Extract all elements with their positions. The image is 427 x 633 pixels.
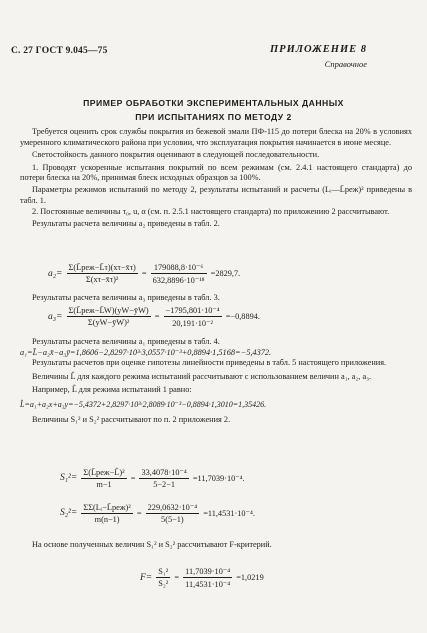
eq-a3-denominator: Σ(yW−ȳW)²	[87, 318, 130, 327]
eq-a2-result: =2829,7.	[210, 269, 241, 278]
eq-s2-value-num: 229,0632·10⁻⁴	[147, 503, 198, 512]
eq-s2-result: =11,4531·10⁻⁴.	[203, 509, 255, 518]
eq-a3-value-num: −1795,801·10⁻⁴	[165, 306, 220, 315]
eq-a3-value-den: 20,191·10⁻²	[172, 319, 213, 328]
paragraph-3: 1. Проводят ускоренные испытания покрытий по всем режимам (см. 2.4.1 настоящего стандарта) до потери блеска на 20%, принимая блеск исходных образцов за 100%.	[20, 162, 412, 183]
eq-a2-value-den: 632,8896·10⁻¹⁸	[152, 276, 205, 285]
equation-f: F= $\frac{\text{S₁²}}{\text{S₂²}}$ = $\frac{\text{11,7039·10⁻⁴}}{\text{11,4531·10⁻⁴}}$ =1,0219	[140, 567, 264, 589]
paragraph-12: Величины S₁² и S₂² рассчитывают по п. 2 приложения 2.	[32, 414, 231, 424]
paragraph-4: Параметры режимов испытаний по методу 2, результаты испытаний и расчеты (Lᵢ—L̄реж)² приведены в табл. 1.	[20, 184, 412, 205]
equation-s1: S₁²= $\frac{\text{Σ(L̄реж−L̂)²}}{m-1}$ = $\frac{\text{33,4078·10⁻⁴}}{5-2-1}$ =11,7039·10⁻⁴.	[60, 467, 245, 489]
paragraph-5: 2. Постоянные величины τ₀, u, α (см. п. 2.5.1 настоящего стандарта) по приложению 2 рассчитывают.	[32, 207, 390, 217]
equation-s2: S₂²= $\frac{\text{ΣΣ(Lᵢ−L̄реж)²}}{m(n-1)}$ = $\frac{\text{229,0632·10⁻⁴}}{5(5-1)}$ =11,4531·10⁻⁴.	[60, 502, 255, 524]
eq-s1-result: =11,7039·10⁻⁴.	[192, 474, 245, 483]
eq-s1-value-num: 33,4078·10⁻⁴	[141, 468, 187, 477]
eq-a2-lhs: a₂=	[48, 268, 63, 279]
eq-s1-numerator: Σ(L̄реж−L̂)²	[83, 467, 125, 477]
eq-s2-numerator: ΣΣ(Lᵢ−L̄реж)²	[83, 502, 131, 512]
appendix-subtitle: Справочное	[324, 59, 367, 69]
document-title	[0, 96, 427, 124]
appendix-heading	[270, 44, 367, 69]
eq-f-denominator: S₂²	[158, 579, 169, 588]
paragraph-10: Величины L̂ для каждого режима испытаний рассчитывают с использованием величин a₁, a₂, a₃.	[32, 371, 372, 381]
paragraph-8: Результаты расчета величины a₁ приведены в табл. 4.	[32, 337, 220, 346]
paragraph-7: Результаты расчета величины a₃ приведены в табл. 3.	[32, 293, 220, 302]
paragraph-6: Результаты расчета величины a₂ приведены в табл. 2.	[32, 218, 220, 228]
paragraph-9: Результаты расчетов при оценке гипотезы линейности приведены в табл. 5 настоящего приложения.	[32, 358, 387, 368]
page-header: С. 27 ГОСТ 9.045—75	[11, 46, 108, 56]
text-block-intro	[20, 127, 412, 229]
text-block-f	[20, 540, 412, 551]
eq-f-result: =1,0219	[236, 573, 264, 582]
equation-a1: a₁=L̄−a₂x̄−a₃ȳ=1,8606−2,8297·10³·3,0557·10⁻³+0,8894·1,5168=−5,4372.	[20, 347, 272, 357]
paragraph-13: На основе полученных величин S₁² и S₂² рассчитывают F-критерий.	[32, 540, 272, 549]
eq-f-numerator: S₁²	[158, 567, 169, 576]
title-line-1: ПРИМЕР ОБРАБОТКИ ЭКСПЕРИМЕНТАЛЬНЫХ ДАННЫХ	[83, 98, 344, 108]
eq-s2-value-den: 5(5−1)	[161, 515, 184, 524]
eq-a2-denominator: Σ(xτ−x̄τ)²	[85, 275, 119, 284]
eq-a2-numerator: Σ(L̄реж−L̄τ)(xτ−x̄τ)	[68, 263, 136, 272]
equation-a3: a₃= $\frac{\text{Σ(L̄реж−L̄W)(yW−ȳW)}}{\text{Σ(yW−ȳW)²}}$ = $\frac{\text{−1795,801·10⁻⁴}}{\text{20,191·10⁻²}}$ =−0,8894.	[48, 306, 260, 328]
eq-f-lhs: F=	[140, 572, 153, 583]
paragraph-1: Требуется оценить срок службы покрытия из бежевой эмали ПФ-115 до потери блеска на 20% в условиях умеренного климатического района при условии, что эксплуатация покрытия начинается в июне месяце.	[20, 127, 412, 147]
equation-lhat: L̂=a₁+a₂x+a₃y=−5,4372+2,8297·10³·2,8089·10⁻³−0,8894·1,3010=1,35426.	[20, 399, 267, 409]
equation-a2: a₂= $\frac{\text{Σ(L̄реж−L̄τ)(xτ−x̄τ)}}{\text{Σ(xτ−x̄τ)²}}$ = $\frac{\text{179088,8·10⁻⁶}}{\text{632,8896·10⁻¹⁸}}$ =2829,7.	[48, 263, 241, 285]
eq-s2-denominator: m(n−1)	[94, 514, 120, 524]
eq-s1-lhs: S₁²=	[60, 473, 78, 483]
eq-a3-result: =−0,8894.	[225, 312, 260, 321]
paragraph-2: Светостойкость данного покрытия оценивают в следующей последовательности.	[32, 150, 320, 160]
text-block-a3	[20, 293, 412, 304]
eq-a3-lhs: a₃=	[48, 311, 63, 322]
eq-s2-lhs: S₂²=	[60, 508, 78, 518]
eq-a3-numerator: Σ(L̄реж−L̄W)(yW−ȳW)	[68, 306, 149, 315]
eq-s1-value-den: 5−2−1	[153, 480, 176, 489]
eq-s1-denominator: m−1	[96, 479, 112, 489]
paragraph-11: Например, L̂ для режима испытаний 1 равно:	[32, 385, 192, 395]
appendix-title: ПРИЛОЖЕНИЕ 8	[270, 44, 367, 55]
eq-f-value-den: 11,4531·10⁻⁴	[185, 580, 231, 589]
text-block-a1	[20, 337, 412, 425]
eq-f-value-num: 11,7039·10⁻⁴	[185, 567, 231, 576]
title-line-2: ПРИ ИСПЫТАНИЯХ ПО МЕТОДУ 2	[135, 112, 292, 122]
eq-a2-value-num: 179088,8·10⁻⁶	[151, 262, 207, 274]
